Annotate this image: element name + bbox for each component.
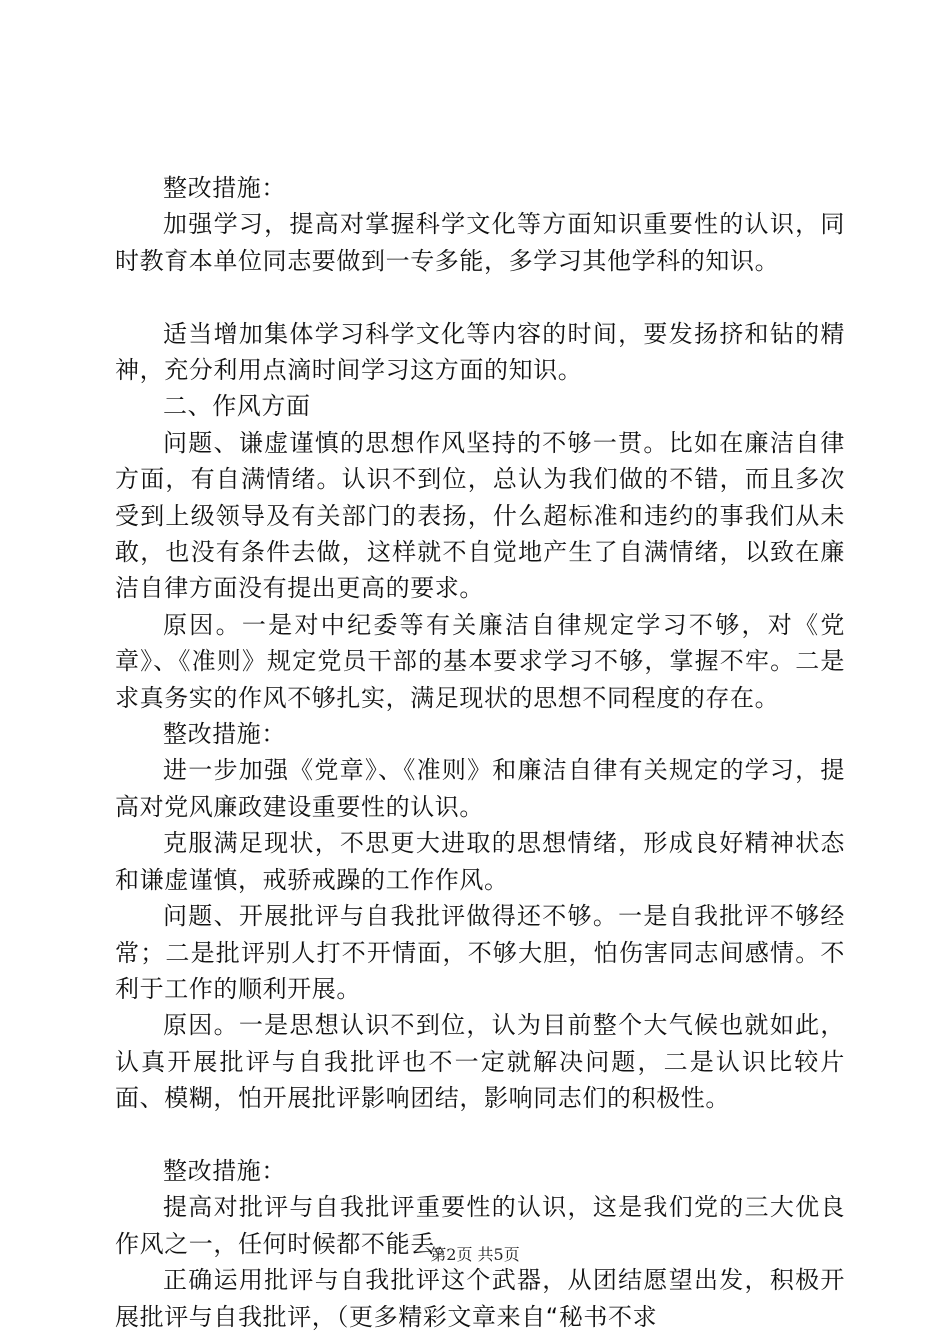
- paragraph-cause-understanding: 原因。一是思想认识不到位，认为目前整个大气候也就如此，认真开展批评与自我批评也不一定就解决问题，二是认识比较片面、模糊，怕开展批评影响团结，影响同志们的积极性。: [115, 1011, 845, 1113]
- paragraph-correct-use-criticism: 正确运用批评与自我批评这个武器，从团结愿望出发，积极开展批评与自我批评，（更多精彩文章来自“秘书不求: [115, 1266, 845, 1331]
- paragraph-problem-modesty: 问题、谦虚谨慎的思想作风坚持的不够一贯。比如在廉洁自律方面，有自满情绪。认识不到位，总认为我们做的不错，而且多次受到上级领导及有关部门的表扬，什么超标准和违约的事我们从未敢，也没有条件去做，这样就不自觉地产生了自满情绪，以致在廉洁自律方面没有提出更高的要求。: [115, 428, 845, 603]
- paragraph-cause-discipline: 原因。一是对中纪委等有关廉洁自律规定学习不够，对《党章》、《准则》规定党员干部的基本要求学习不够，掌握不牢。二是求真务实的作风不够扎实，满足现状的思想不同程度的存在。: [115, 610, 845, 712]
- paragraph-collective-study-time: 适当增加集体学习科学文化等内容的时间，要发扬挤和钻的精神，充分利用点滴时间学习这方面的知识。: [115, 319, 845, 385]
- paragraph-overcome-complacency: 克服满足现状，不思更大进取的思想情绪，形成良好精神状态和谦虚谨慎，戒骄戒躁的工作作风。: [115, 829, 845, 894]
- paragraph-gap: [115, 1117, 845, 1153]
- page-number-footer: 第2页 共5页: [430, 1245, 520, 1264]
- paragraph-problem-criticism: 问题、开展批评与自我批评做得还不够。一是自我批评不够经常；二是批评别人打不开情面，不够大胆，怕伤害同志间感情。不利于工作的顺利开展。: [115, 902, 845, 1003]
- paragraph-rectification-heading-1: 整改措施：: [163, 174, 286, 202]
- paragraph-strengthen-study: 加强学习，提高对掌握科学文化等方面知识重要性的认识，同时教育本单位同志要做到一专多能，多学习其他学科的知识。: [115, 210, 845, 275]
- paragraph-importance-criticism: 提高对批评与自我批评重要性的认识，这是我们党的三大优良作风之一，任何时候都不能丢。: [115, 1193, 845, 1258]
- paragraph-rectification-heading-2: 整改措施：: [163, 720, 286, 749]
- paragraph-gap: [115, 279, 845, 315]
- paragraph-further-study: 进一步加强《党章》、《准则》和廉洁自律有关规定的学习，提高对党风廉政建设重要性的认识。: [115, 756, 845, 821]
- section-heading-work-style: 二、作风方面: [163, 392, 311, 421]
- paragraph-rectification-heading-3: 整改措施：: [163, 1156, 286, 1185]
- document-body: [115, 170, 845, 1335]
